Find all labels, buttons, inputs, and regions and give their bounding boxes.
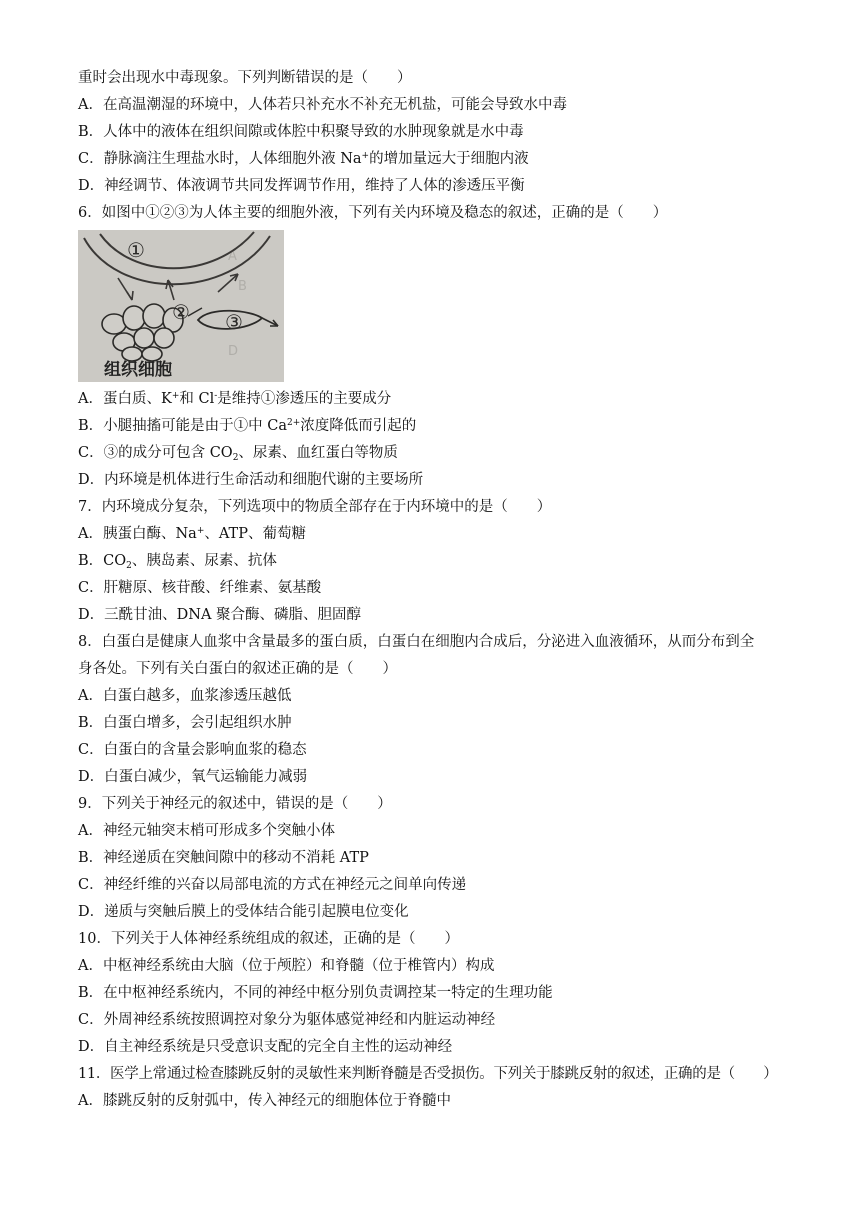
question-9-option-c: C．神经纤维的兴奋以局部电流的方式在神经元之间单向传递 [78, 877, 467, 893]
question-5-option-a: A．在高温潮湿的环境中，人体若只补充水不补充无机盐，可能会导致水中毒 [78, 97, 567, 113]
svg-text:B: B [238, 279, 247, 294]
question-6-stem: 6．如图中①②③为人体主要的细胞外液，下列有关内环境及稳态的叙述，正确的是（ ） [78, 205, 668, 221]
question-6-option-a: A．蛋白质、K+和 Cl-是维持①渗透压的主要成分 [78, 391, 392, 407]
question-6-option-c: C．③的成分可包含 $CO_2$、尿素、血红蛋白等物质 [78, 445, 398, 463]
question-9-stem: 9．下列关于神经元的叙述中，错误的是（ ） [78, 796, 392, 812]
question-6-option-d: D．内环境是机体进行生命活动和细胞代谢的主要场所 [78, 472, 424, 488]
question-9-option-a: A．神经元轴突末梢可形成多个突触小体 [78, 823, 335, 839]
extracellular-fluid-diagram [78, 230, 284, 382]
question-7-option-b: B．$CO_2$、胰岛素、尿素、抗体 [78, 553, 277, 571]
question-11-option-a: A．膝跳反射的反射弧中，传入神经元的细胞体位于脊髓中 [78, 1093, 451, 1109]
question-10-option-a: A．中枢神经系统由大脑（位于颅腔）和脊髓（位于椎管内）构成 [78, 958, 495, 974]
question-7-stem: 7．内环境成分复杂，下列选项中的物质全部存在于内环境中的是（ ） [78, 499, 552, 515]
question-11-stem: 11．医学上常通过检查膝跳反射的灵敏性来判断脊髓是否受损伤。下列关于膝跳反射的叙述，正确的是（ ） [78, 1066, 778, 1082]
question-9-option-d: D．递质与突触后膜上的受体结合能引起膜电位变化 [78, 904, 409, 920]
question-8-option-b: B．白蛋白增多，会引起组织水肿 [78, 715, 292, 731]
svg-text:A: A [228, 249, 237, 264]
question-8-stem-continuation: 身各处。下列有关白蛋白的叙述正确的是（ ） [78, 661, 397, 677]
question-8-option-d: D．白蛋白减少，氧气运输能力减弱 [78, 769, 308, 785]
label-2: ② [172, 300, 190, 324]
question-5-stem-continuation: 重时会出现水中毒现象。下列判断错误的是（ ） [78, 70, 412, 86]
diagram-caption: 组织细胞 [104, 360, 172, 380]
question-7-option-c: C．肝糖原、核苷酸、纤维素、氨基酸 [78, 580, 322, 596]
question-10-option-c: C．外周神经系统按照调控对象分为躯体感觉神经和内脏运动神经 [78, 1012, 496, 1028]
question-8-option-a: A．白蛋白越多，血浆渗透压越低 [78, 688, 292, 704]
label-3: ③ [225, 310, 243, 334]
question-8-option-c: C．白蛋白的含量会影响血浆的稳态 [78, 742, 307, 758]
question-7-option-d: D．三酰甘油、DNA 聚合酶、磷脂、胆固醇 [78, 607, 362, 623]
question-5-option-b: B．人体中的液体在组织间隙或体腔中积聚导致的水肿现象就是水中毒 [78, 124, 524, 140]
question-10-option-d: D．自主神经系统是只受意识支配的完全自主性的运动神经 [78, 1039, 453, 1055]
question-10-stem: 10．下列关于人体神经系统组成的叙述，正确的是（ ） [78, 931, 459, 947]
question-8-stem: 8．白蛋白是健康人血浆中含量最多的蛋白质，白蛋白在细胞内合成后，分泌进入血液循环，从而分布到全 [78, 634, 755, 650]
question-5-option-d: D．神经调节、体液调节共同发挥调节作用，维持了人体的渗透压平衡 [78, 178, 525, 194]
question-5-option-c: C．静脉滴注生理盐水时，人体细胞外液 Na+的增加量远大于细胞内液 [78, 151, 529, 167]
question-7-option-a: A．胰蛋白酶、Na+、ATP、葡萄糖 [78, 526, 306, 542]
question-9-option-b: B．神经递质在突触间隙中的移动不消耗 ATP [78, 850, 369, 866]
svg-text:D: D [228, 344, 239, 359]
question-10-option-b: B．在中枢神经系统内，不同的神经中枢分别负责调控某一特定的生理功能 [78, 985, 553, 1001]
question-6-option-b: B．小腿抽搐可能是由于①中 $Ca^{2+}$浓度降低而引起的 [78, 418, 417, 434]
label-1: ① [127, 238, 145, 262]
